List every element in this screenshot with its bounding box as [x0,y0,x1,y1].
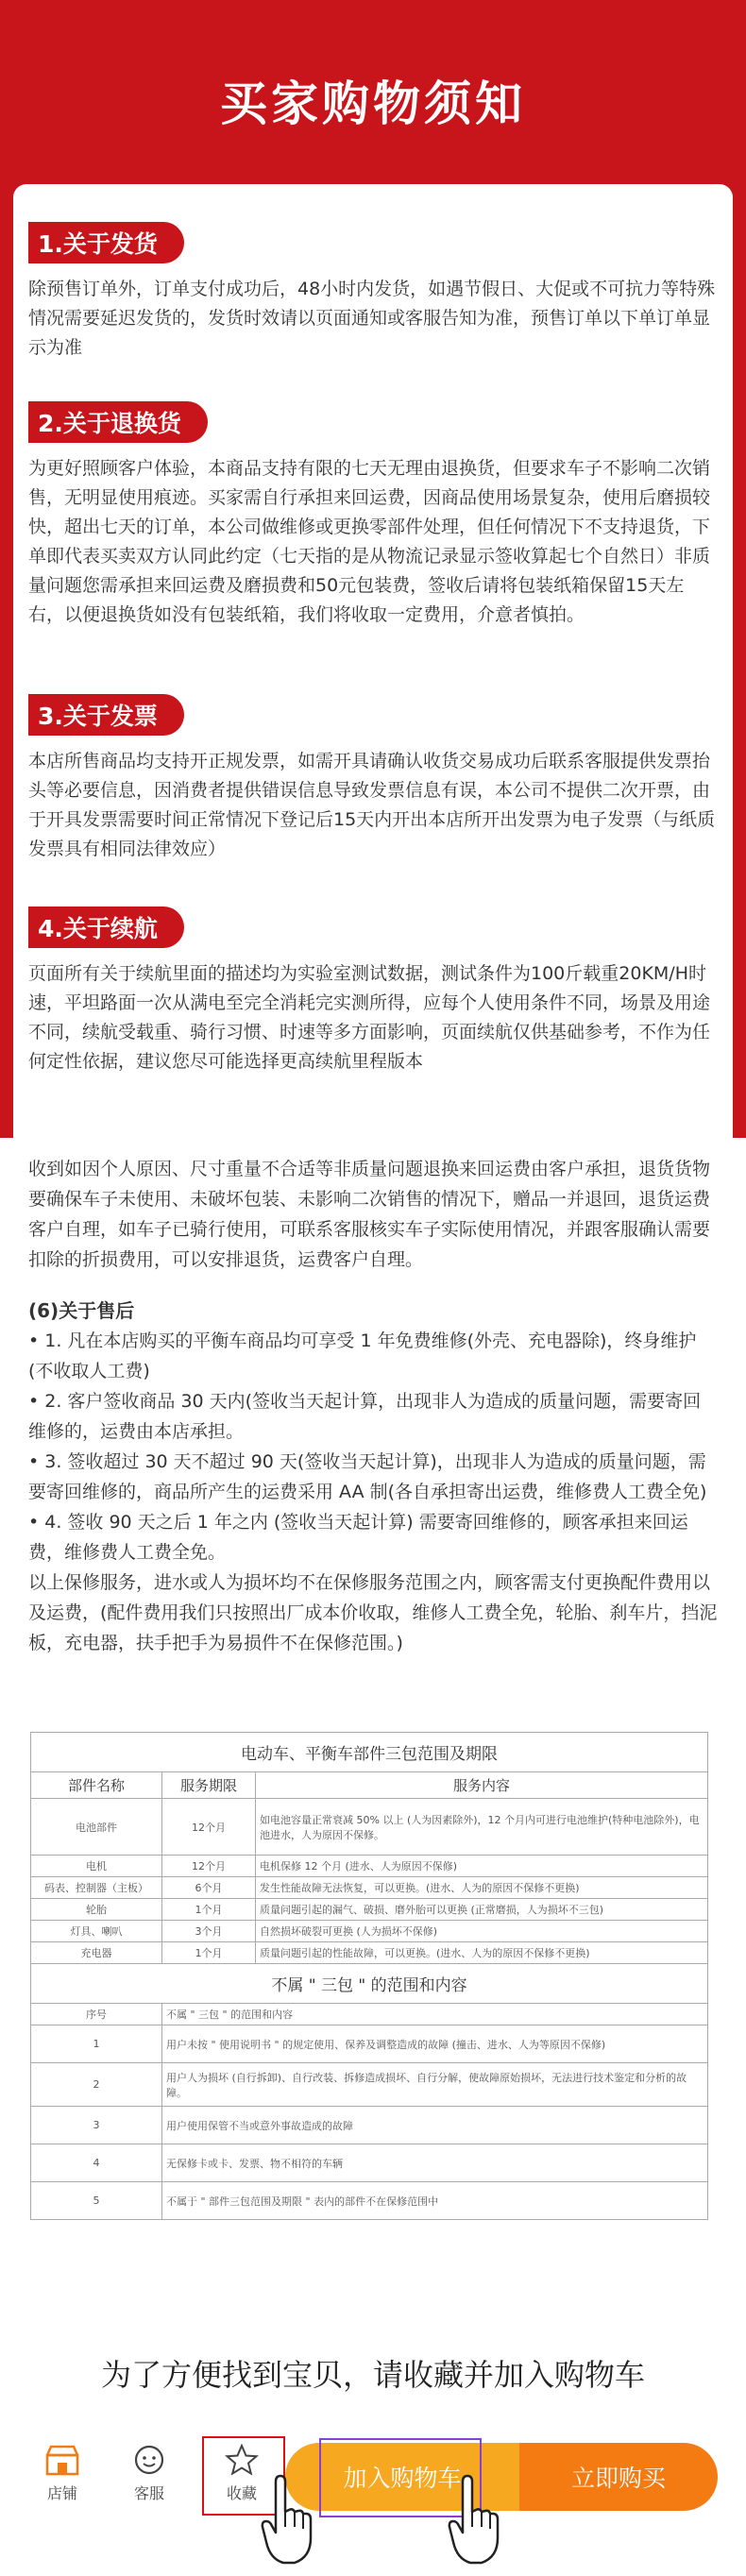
pointer-hand-icon [257,2474,314,2568]
table-cell: 发生性能故障无法恢复，可以更换。(进水、人为的原因不保修不更换) [256,1877,708,1899]
notice-card [13,184,733,1138]
section-text: 除预售订单外，订单支付成功后，48小时内发货，如遇节假日、大促或不可抗力等特殊情况需要延迟发货的，发货时效请以页面通知或客服告知为准，预售订单以下单订单显示为准 [28,279,716,358]
table-cell: 3 [31,2107,162,2144]
service-label: 客服 [133,2484,164,2502]
table-cell: 质量问题引起的漏气、破损、磨外胎可以更换 (正常磨损，人为损坏不三包) [256,1899,708,1921]
table-row [31,2025,708,2063]
list-item: • 3. 签收超过 30 天不超过 90 天(签收当天起计算)，出现非人为造成的质量问题，需要寄回维修的，商品所产生的运费采用 AA 制(各自承担寄出运费，维修费人工费全免) [28,1451,707,1502]
list-item: • 2. 客户签收商品 30 天内(签收当天起计算，出现非人为造成的质量问题，需要寄回维修的，运费由本店承担。 [28,1391,702,1442]
table-cell: 12个月 [162,1799,256,1856]
table-cell: 2 [31,2063,162,2107]
list-item: • 1. 凡在本店购买的平衡车商品均可享受 1 年免费维修(外壳、充电器除)，终身维护(不收取人工费) [28,1330,697,1381]
section-title: 4.关于续航 [28,907,184,948]
store-icon [44,2444,80,2476]
store-button[interactable] [25,2444,100,2503]
table-row [31,2144,708,2182]
table-cell: 3个月 [162,1921,256,1942]
section-returns [28,401,718,630]
table-row [31,2182,708,2220]
table-cell: 12个月 [162,1856,256,1877]
table-cell: 用户未按 " 使用说明书 " 的规定使用、保养及调整造成的故障 (撞击、进水、人为等原因不保修) [162,2025,708,2063]
table-cell: 电机保修 12 个月 (进水、人为原因不保修) [256,1856,708,1877]
table-cell: 不属于 " 部件三包范围及期限 " 表内的部件不在保修范围中 [162,2182,708,2220]
star-icon [224,2444,260,2476]
service-face-icon [131,2444,167,2476]
warranty-table [30,1732,708,2220]
table-cell: 6个月 [162,1877,256,1899]
table-subtitle: 不属 " 三包 " 的范围和内容 [31,1964,708,2004]
pointer-hand-icon [444,2474,500,2568]
section-shipping [28,222,718,363]
return-note: 收到如因个人原因、尺寸重量不合适等非质量问题退换来回运费由客户承担，退货货物要确保车子未使用、未破坏包装、未影响二次销售的情况下，赠品一并退回，退货运费客户自理，如车子已骑行使用，可联系客服核实车子实际使用情况，并跟客服确认需要扣除的折损费用，可以安排退货，运费客户自理。 [28,1159,711,1270]
table-row [31,2107,708,2144]
after-sales-title: (6)关于售后 [28,1299,135,1322]
table-row [31,1942,708,1964]
table-cell: 电机 [31,1856,162,1877]
table-cell: 无保修卡或卡、发票、物不相符的车辆 [162,2144,708,2182]
table-cell: 码表、控制器（主板） [31,1877,162,1899]
table-row [31,2063,708,2107]
section-text: 本店所售商品均支持开正规发票，如需开具请确认收货交易成功后联系客服提供发票抬头等必要信息，因消费者提供错误信息导致发票信息有误，本公司不提供二次开票，由于开具发票需要时间正常情况下登记后15天内开出本店所开出发票为电子发票（与纸质发票具有相同法律效应） [28,751,716,859]
section-text: 为更好照顾客户体验，本商品支持有限的七天无理由退换货，但要求车子不影响二次销售，无明显使用痕迹。买家需自行承担来回运费，因商品使用场景复杂，使用后磨损较快，超出七天的订单，本公司做维修或更换零部件处理，但任何情况下不支持退货，下单即代表买卖双方认同此约定（七天指的是从物流记录显示签收算起七个自然日）非质量问题您需承担来回运费及磨损费和50元包装费，签收后请将包装纸箱保留15天左右，以便退换货如没有包装纸箱，我们将收取一定费用，介意者慎拍。 [28,458,711,625]
after-sales-area [28,1154,718,1658]
table-cell: 5 [31,2182,162,2220]
table-cell: 4 [31,2144,162,2182]
table-cell: 轮胎 [31,1899,162,1921]
table-row [31,1877,708,1899]
section-range [28,907,718,1076]
promo-text: 为了方便找到宝贝，请收藏并加入购物车 [100,2357,645,2393]
store-label: 店铺 [46,2484,77,2502]
table-row [31,1899,708,1921]
table-cell: 质量问题引起的性能故障，可以更换。(进水、人为的原因不保修不更换) [256,1942,708,1964]
section-title: 1.关于发货 [28,222,184,263]
section-invoice [28,694,718,864]
table-row [31,1856,708,1877]
after-sales-footer: 以上保修服务，进水或人为损坏均不在保修服务范围之内，顾客需支付更换配件费用以及运费，(配件费用我们只按照出厂成本价收取，维修人工费全免，轮胎、刹车片，挡泥板，充电器，扶手把手为易损件不在保修范围。) [28,1572,718,1653]
table-cell: 1 [31,2025,162,2063]
column-header: 部件名称 [31,1772,162,1799]
favorite-label: 收藏 [226,2484,257,2502]
list-item: • 4. 签收 90 天之后 1 年之内 (签收当天起计算) 需要寄回维修的，顾客承担来回运费，维修费人工费全免。 [28,1512,688,1563]
table-cell: 用户人为损坏 (自行拆卸)、自行改装、拆修造成损坏、自行分解，使故障原始损坏，无法进行技术鉴定和分析的故障。 [162,2063,708,2107]
table-cell: 如电池容量正常衰减 50% 以上 (人为因素除外)，12 个月内可进行电池维护(特种电池除外)，电池进水，人为原因不保修。 [256,1799,708,1856]
table-cell: 1个月 [162,1942,256,1964]
column-header: 服务期限 [162,1772,256,1799]
table-cell: 充电器 [31,1942,162,1964]
table-row [31,1799,708,1856]
buy-now-button[interactable] [519,2443,718,2511]
table-row [31,1921,708,1942]
table-cell: 用户使用保管不当或意外事故造成的故障 [162,2107,708,2144]
page-title: 买家购物须知 [220,76,526,131]
column-header: 序号 [31,2004,162,2025]
section-title: 3.关于发票 [28,694,184,736]
section-text: 页面所有关于续航里面的描述均为实验室测试数据，测试条件为100斤载重20KM/H时速，平坦路面一次从满电至完全消耗完实测所得，应每个人使用条件不同，场景及用途不同，续航受载重、骑行习惯、时速等多方面影响，页面续航仅供基础参考，不作为任何定性依据，建议您尽可能选择更高续航里程版本 [28,963,711,1072]
table-title: 电动车、平衡车部件三包范围及期限 [31,1733,708,1772]
customer-service-button[interactable] [111,2444,187,2503]
table-cell: 灯具、喇叭 [31,1921,162,1942]
after-sales-list [28,1326,718,1568]
table-cell: 1个月 [162,1899,256,1921]
table-cell: 电池部件 [31,1799,162,1856]
column-header: 不属 " 三包 " 的范围和内容 [162,2004,708,2025]
buy-now-label: 立即购买 [570,2465,666,2492]
column-header: 服务内容 [256,1772,708,1799]
add-to-cart-label: 加入购物车 [343,2465,462,2492]
table-cell: 自然损坏破裂可更换 (人为损坏不保修) [256,1921,708,1942]
section-title: 2.关于退换货 [28,401,208,443]
